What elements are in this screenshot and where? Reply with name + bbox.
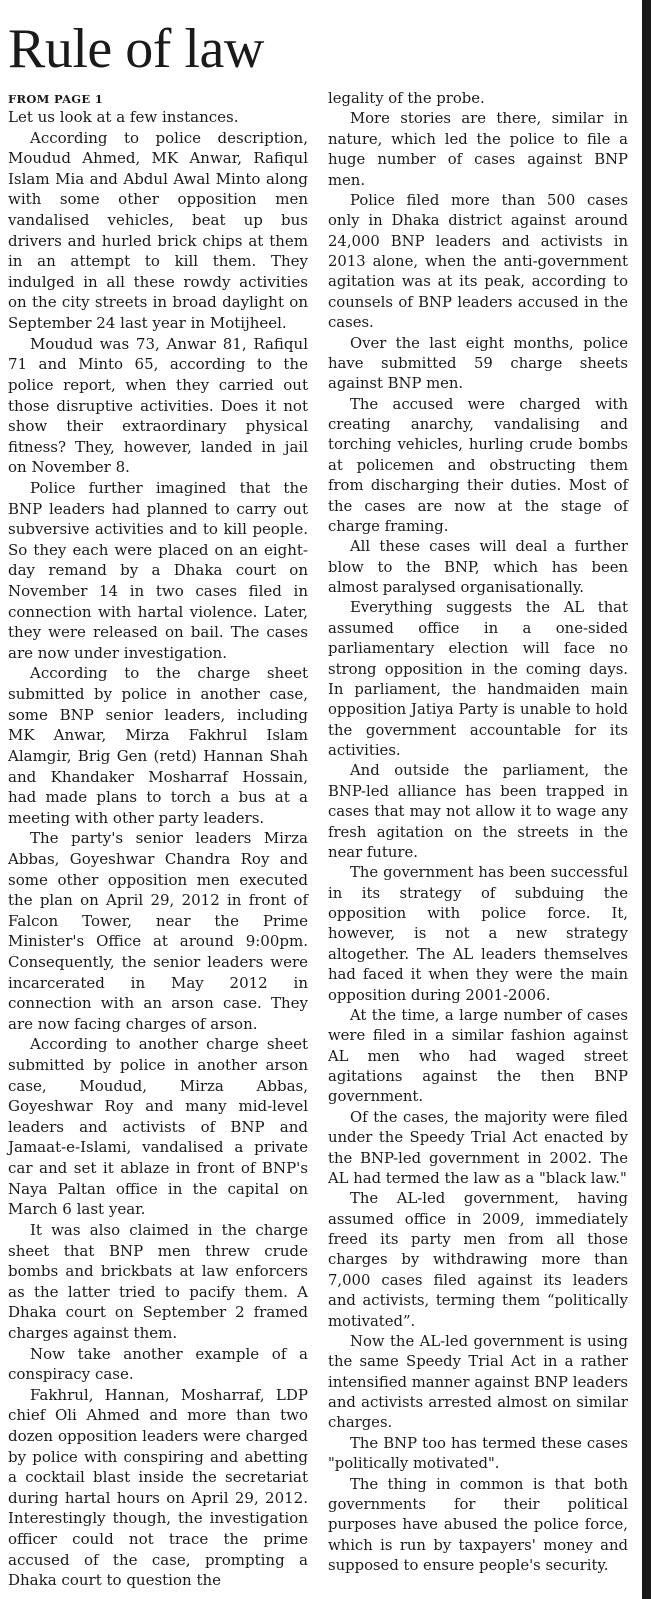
paragraph: And outside the parliament, the BNP-led alliance has been trapped in cases that may not allow it to wage any fresh agitation on the streets in the near future. [328,762,628,861]
right-column [328,89,628,1576]
paragraph: Everything suggests the AL that assumed office in a one-sided parliamentary election will face no strong opposition in the coming days. In parliament, the handmaiden main opposition Jatiya Party is unable to hold the government accountable for its activities. [328,599,628,759]
paragraph: Of the cases, the majority were filed under the Speedy Trial Act enacted by the BNP-led government in 2002. The AL had termed the law as a "black law." [328,1108,628,1187]
paragraph: Now take another example of a conspiracy case. [8,1344,308,1384]
paragraph: The AL-led government, having assumed office in 2009, immediately freed its party men from all those charges by withdrawing more than 7,000 cases filed against its leaders and activists, terming them “politically motivated”. [328,1190,628,1330]
continuation-kicker: FROM PAGE 1 [8,92,104,106]
paragraph: More stories are there, similar in nature, which led the police to file a huge number of cases against BNP men. [328,110,628,189]
left-column [8,89,308,1591]
paragraph: Fakhrul, Hannan, Mosharraf, LDP chief Oli Ahmed and more than two dozen opposition leaders were charged by police with conspiring and abetting a cocktail blast inside the secretariat during hartal hours on April 29, 2012. Interestingly though, the investigation officer could not trace the prime accused of the case, prompting a Dhaka court to question the [8,1385,308,1590]
paragraph: The BNP too has termed these cases "politically motivated". [328,1434,628,1473]
paragraph: The accused were charged with creating anarchy, vandalising and torching vehicles, hurling crude bombs at policemen and obstructing them from discharging their duties. Most of the cases are now at the stage of charge framing. [328,395,628,535]
paragraph: According to the charge sheet submitted by police in another case, some BNP senior leaders, including MK Anwar, Mirza Fakhrul Islam Alamgir, Brig Gen (retd) Hannan Shah and Khandaker Mosharraf Hossain, had made plans to torch a bus at a meeting with other party leaders. [8,664,308,827]
headline: Rule of law [8,18,264,80]
paragraph: It was also claimed in the charge sheet that BNP men threw crude bombs and brickbats at law enforcers as the latter tried to pacify them. A Dhaka court on September 2 framed charges against them. [8,1220,308,1342]
paragraph: According to police description, Moudud Ahmed, MK Anwar, Rafiqul Islam Mia and Abdul Awal Minto along with some other opposition men vandalised vehicles, beat up bus drivers and hurled brick chips at them in an attempt to kill them. They indulged in all these rowdy activities on the city streets in broad daylight on September 24 last year in Motijheel. [8,128,308,333]
paragraph: Now the AL-led government is using the same Speedy Trial Act in a rather intensified manner against BNP leaders and activists arrested almost on similar charges. [328,1332,628,1432]
page-edge-border [642,0,651,1599]
paragraph: Let us look at a few instances. [8,108,239,126]
paragraph: At the time, a large number of cases were filed in a similar fashion against AL men who had waged street agitations against the then BNP government. [328,1006,628,1106]
paragraph: Moudud was 73, Anwar 81, Rafiqul 71 and Minto 65, according to the police report, when they carried out those disruptive activities. Does it not show their extraordinary physical fitness? They, however, landed in jail on November 8. [8,334,308,477]
paragraph: Police filed more than 500 cases only in Dhaka district against around 24,000 BNP leaders and activists in 2013 alone, when the anti-government agitation was at its peak, according to counsels of BNP leaders accused in the cases. [328,191,628,332]
paragraph: Over the last eight months, police have submitted 59 charge sheets against BNP men. [328,334,628,393]
paragraph: The thing in common is that both governments for their political purposes have abused the police force, which is run by taxpayers' money and supposed to ensure people's security. [328,1475,628,1574]
paragraph: The party's senior leaders Mirza Abbas, Goyeshwar Chandra Roy and some other opposition men executed the plan on April 29, 2012 in front of Falcon Tower, near the Prime Minister's Office at around 9:00pm. Consequently, the senior leaders were incarcerated in May 2012 in connection with an arson case. They are now facing charges of arson. [8,829,308,1033]
paragraph: legality of the probe. [328,90,485,107]
paragraph: All these cases will deal a further blow to the BNP, which has been almost paralysed organisationally. [328,538,628,596]
paragraph: The government has been successful in its strategy of subduing the opposition with police force. It, however, is not a new strategy altogether. The AL leaders themselves had faced it when they were the main opposition during 2001-2006. [328,864,628,1004]
paragraph: Police further imagined that the BNP leaders had planned to carry out subversive activities and to kill people. So they each were placed on an eight-day remand by a Dhaka court on November 14 in two cases filed in connection with hartal violence. Later, they were released on bail. The cases are now under investigation. [8,478,308,662]
paragraph: According to another charge sheet submitted by police in another arson case, Moudud, Mirza Abbas, Goyeshwar Roy and many mid-level leaders and activists of BNP and Jamaat-e-Islami, vandalised a private car and set it ablaze in front of BNP's Naya Paltan office in the capital on March 6 last year. [8,1035,308,1219]
